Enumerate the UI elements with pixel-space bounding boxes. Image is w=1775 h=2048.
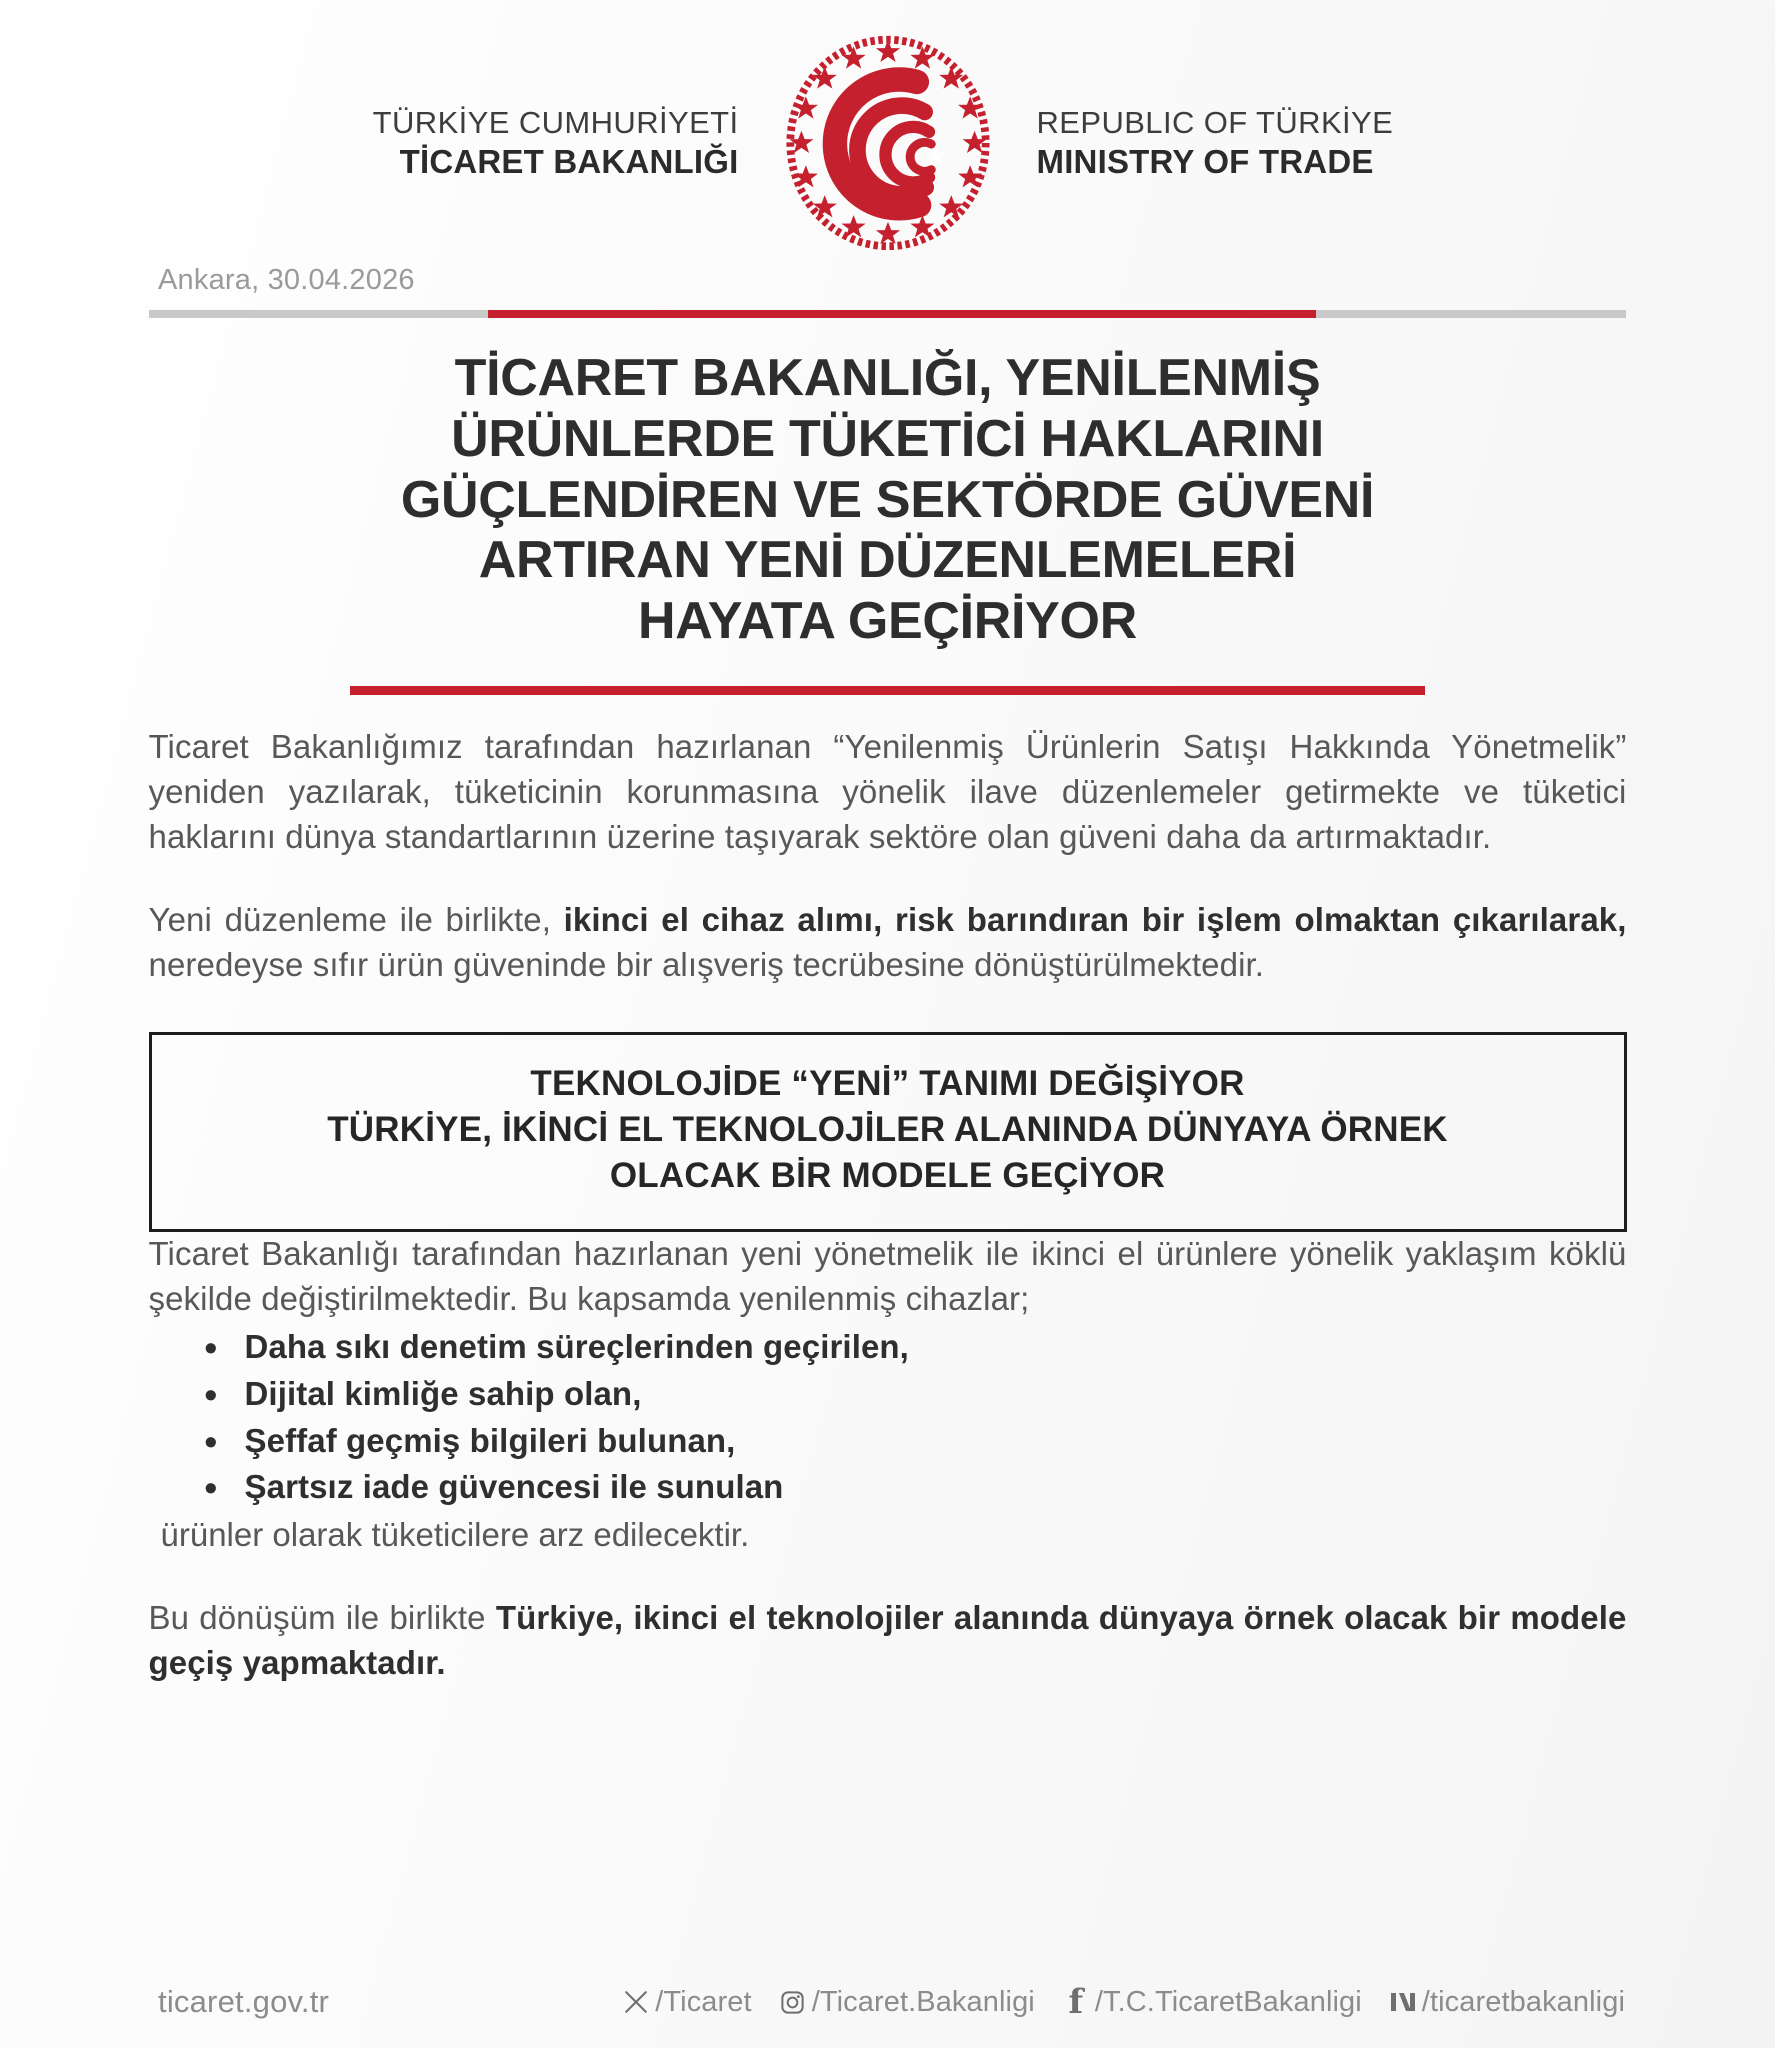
callout-line-1: TEKNOLOJİDE “YENİ” TANIMI DEĞİŞİYOR: [530, 1063, 1245, 1103]
x-twitter-icon: [621, 1987, 651, 2017]
callout-line-2: TÜRKİYE, İKİNCİ EL TEKNOLOJİLER ALANINDA DÜNYAYA ÖRNEK: [327, 1109, 1448, 1149]
paragraph-second-pre: Yeni düzenleme ile birlikte,: [148, 900, 564, 938]
page-title-line-5: HAYATA GEÇİRİYOR: [638, 592, 1137, 651]
page-title-line-3: GÜÇLENDİREN VE SEKTÖRDE GÜVENİ: [400, 470, 1375, 529]
facebook-icon: f: [1068, 1982, 1084, 2022]
header-english-titles: [1003, 104, 1467, 182]
instagram-icon: [778, 1987, 808, 2017]
list-item: • Şeffaf geçmiş bilgileri bulunan,: [245, 1418, 1627, 1465]
header-turkish-titles: [309, 104, 773, 182]
social-link-linkedin[interactable]: [1388, 1986, 1625, 2019]
page-title: [238, 348, 1538, 652]
page-title-line-4: ARTIRAN YENİ DÜZENLEMELERİ: [478, 531, 1297, 590]
list-item: • Şartsız iade güvencesi ile sunulan: [245, 1464, 1627, 1511]
social-link-instagram[interactable]: [778, 1986, 1035, 2019]
social-link-x[interactable]: [621, 1986, 751, 2019]
header-ministry-en: MINISTRY OF TRADE: [1036, 142, 1374, 180]
paragraph-closing-pre: Bu dönüşüm ile birlikte: [148, 1599, 496, 1637]
paragraph-second-post: neredeyse sıfır ürün güveninde bir alışveriş tecrübesine dönüştürülmektedir.: [148, 945, 1265, 983]
page-title-line-2: ÜRÜNLERDE TÜKETİCİ HAKLARINI: [451, 409, 1324, 468]
header-divider: [149, 310, 1627, 318]
document-footer: [0, 1984, 1775, 2020]
footer-social-links: [621, 1982, 1625, 2022]
linkedin-icon: [1388, 1987, 1418, 2017]
callout-line-3: OLACAK BİR MODELE GEÇİYOR: [609, 1155, 1166, 1195]
social-handle-linkedin: /ticaretbakanligi: [1421, 1985, 1625, 2018]
dateline-text: Ankara, 30.04.2026: [158, 264, 415, 296]
dateline: [0, 264, 1775, 297]
list-item: • Dijital kimliğe sahip olan,: [245, 1371, 1627, 1418]
requirements-list: [149, 1324, 1627, 1511]
social-handle-instagram: /Ticaret.Bakanligi: [811, 1985, 1035, 2018]
divider-segment-grey-left: [149, 310, 489, 318]
header-republic-en: REPUBLIC OF TÜRKİYE: [1036, 104, 1394, 140]
footer-website[interactable]: ticaret.gov.tr: [158, 1984, 330, 2019]
title-divider: [350, 686, 1425, 695]
social-link-facebook[interactable]: [1061, 1982, 1362, 2022]
divider-segment-grey-right: [1316, 310, 1626, 318]
ministry-emblem-icon: [773, 28, 1003, 258]
paragraph-second-bold: ikinci el cihaz alımı, risk barındıran bir işlem olmaktan çıkarılarak,: [563, 900, 1627, 938]
document-body: [149, 695, 1627, 1686]
header-ministry-tr: TİCARET BAKANLIĞI: [399, 142, 739, 180]
document-header: [0, 0, 1775, 258]
page-title-line-1: TİCARET BAKANLIĞI, YENİLENMİŞ: [454, 349, 1321, 407]
social-handle-x: /Ticaret: [655, 1985, 752, 2018]
header-republic-tr: TÜRKİYE CUMHURİYETİ: [372, 104, 739, 140]
paragraph-closing-bold: Türkiye, ikinci el teknolojiler alanında dünyaya örnek olacak bir modele geçiş yapmaktadır.: [148, 1599, 1627, 1682]
paragraph-intro: Ticaret Bakanlığımız tarafından hazırlanan “Yenilenmiş Ürünlerin Satışı Hakkında Yönetmelik” yeniden yazılarak, tüketicinin korunmasına yönelik ilave düzenlemeler getirmekte ve tüketici haklarını dünya standartlarının üzerine taşıyarak sektöre olan güveni daha da artırmaktadır.: [148, 728, 1627, 855]
paragraph-second: [149, 898, 1627, 988]
highlight-callout-box: [149, 1032, 1627, 1233]
paragraph-closing: [149, 1596, 1627, 1686]
list-item: • Daha sıkı denetim süreçlerinden geçirilen,: [245, 1324, 1627, 1371]
list-trailing-text: ürünler olarak tüketicilere arz edilecektir.: [160, 1516, 750, 1554]
paragraph-third: Ticaret Bakanlığı tarafından hazırlanan yeni yönetmelik ile ikinci el ürünlere yönelik yaklaşım köklü şekilde değiştirilmektedir. Bu kapsamda yenilenmiş cihazlar;: [148, 1235, 1627, 1317]
social-handle-facebook: /T.C.TicaretBakanligi: [1094, 1985, 1362, 2018]
divider-segment-red: [488, 310, 1316, 318]
